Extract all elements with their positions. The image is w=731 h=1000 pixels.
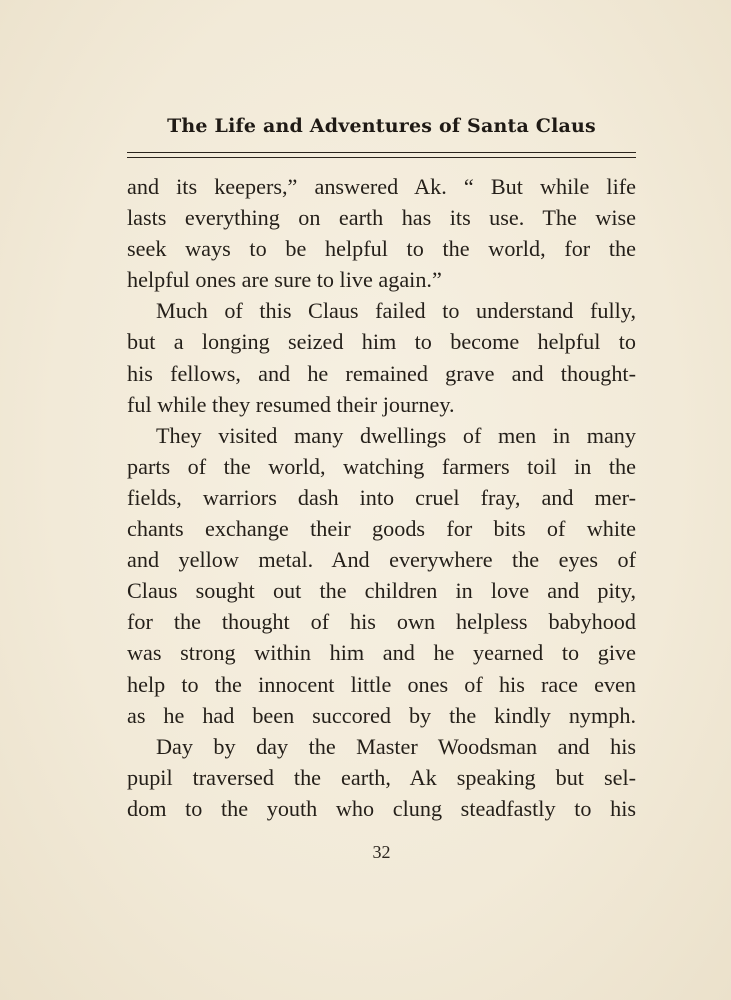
text-line: seek ways to be helpful to the world, for the bbox=[127, 236, 636, 262]
text-line: lasts everything on earth has its use. The wise bbox=[127, 205, 636, 231]
text-line: helpful ones are sure to live again.” bbox=[127, 267, 442, 293]
page-number: 32 bbox=[372, 842, 391, 862]
running-head: The Life and Adventures of Santa Claus bbox=[167, 115, 596, 137]
text-line: pupil traversed the earth, Ak speaking but sel- bbox=[127, 764, 636, 790]
text-line: help to the innocent little ones of his race even bbox=[127, 671, 636, 697]
text-line: and its keepers,” answered Ak. “ But while life bbox=[127, 174, 636, 199]
text-line: and yellow metal. And everywhere the eyes of bbox=[127, 547, 636, 573]
text-line: They visited many dwellings of men in many bbox=[156, 422, 636, 448]
text-line: parts of the world, watching farmers toil in the bbox=[127, 453, 636, 479]
text-line: ful while they resumed their journey. bbox=[127, 391, 455, 417]
body-text bbox=[127, 171, 636, 824]
header-rule-bottom bbox=[127, 157, 636, 158]
text-line: but a longing seized him to become helpful to bbox=[127, 329, 636, 355]
text-line: chants exchange their goods for bits of white bbox=[127, 516, 636, 542]
text-line: Claus sought out the children in love and pity, bbox=[127, 578, 636, 604]
text-line: as he had been succored by the kindly nymph. bbox=[127, 702, 636, 728]
header-rule-top bbox=[127, 152, 636, 153]
text-line: Day by day the Master Woodsman and his bbox=[156, 733, 636, 759]
text-line: was strong within him and he yearned to give bbox=[127, 640, 636, 666]
text-line: dom to the youth who clung steadfastly to his bbox=[127, 795, 636, 821]
text-line: fields, warriors dash into cruel fray, and mer- bbox=[127, 484, 636, 510]
text-line: his fellows, and he remained grave and thought- bbox=[127, 360, 636, 386]
text-line: Much of this Claus failed to understand fully, bbox=[156, 298, 636, 324]
text-line: for the thought of his own helpless babyhood bbox=[127, 609, 636, 635]
